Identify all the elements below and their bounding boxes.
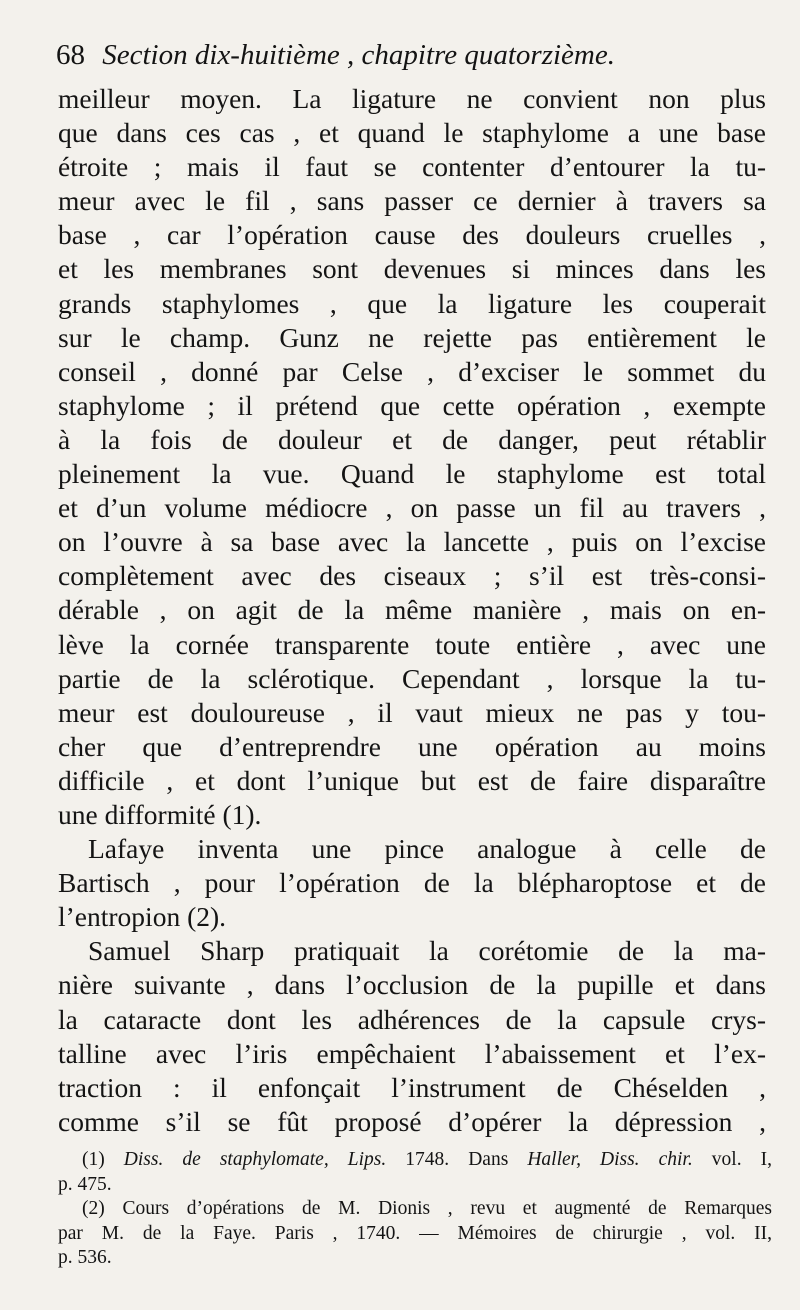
text-line: complètement avec des ciseaux ; s’il est très-consi- xyxy=(58,560,766,592)
running-header xyxy=(56,36,756,74)
page-number: 68 xyxy=(56,39,85,71)
text-line: et d’un volume médiocre , on passe un fil au travers , xyxy=(58,492,766,524)
text-line: la cataracte dont les adhérences de la capsule crys- xyxy=(58,1003,766,1035)
footnote-1-year: 1748. Dans xyxy=(405,1149,509,1170)
text-line: meur avec le fil , sans passer ce dernier à travers sa xyxy=(58,185,766,217)
text-line: base , car l’opération cause des douleurs cruelles , xyxy=(58,219,766,251)
text-line: et les membranes sont devenues si minces dans les xyxy=(58,253,766,285)
text-line: lève la cornée transparente toute entière , avec une xyxy=(58,628,766,660)
text-line: cher que d’entreprendre une opération au moins xyxy=(58,730,766,762)
text-line: Samuel Sharp pratiquait la corétomie de la ma- xyxy=(88,935,766,967)
text-line: comme s’il se fût proposé d’opérer la dépression , xyxy=(58,1105,766,1137)
footnote-1-title: Diss. de staphylomate, Lips. xyxy=(123,1149,387,1170)
text-line: pleinement la vue. Quand le staphylome est total xyxy=(58,458,766,490)
footnote-1-author: Haller, Diss. chir. xyxy=(527,1149,693,1170)
body-text xyxy=(58,82,766,1139)
text-line: grands staphylomes , que la ligature les couperait xyxy=(58,287,766,319)
text-line: étroite ; mais il faut se contenter d’entourer la tu- xyxy=(58,151,766,183)
text-line: une difformité (1). xyxy=(58,798,262,830)
text-line: dérable , on agit de la même manière , mais on en- xyxy=(58,594,766,626)
text-line: meur est douloureuse , il vaut mieux ne pas y tou- xyxy=(58,696,766,728)
text-line: staphylome ; il prétend que cette opération , exempte xyxy=(58,389,766,421)
footnote-2-line-3: p. 536. xyxy=(58,1247,112,1268)
footnote-2: (2) Cours d’opérations de M. Dionis , revu et augmenté de Remarques xyxy=(82,1198,772,1219)
text-line: l’entropion (2). xyxy=(58,901,227,933)
footnotes xyxy=(58,1148,772,1271)
text-line: sur le champ. Gunz ne rejette pas entièrement le xyxy=(58,321,766,353)
text-line: à la fois de douleur et de danger, peut rétablir xyxy=(58,423,766,455)
text-line: Lafaye inventa une pince analogue à celle de xyxy=(88,833,766,865)
text-line: difficile , et dont l’unique but est de faire disparaître xyxy=(58,764,766,796)
text-line: Bartisch , pour l’opération de la blépharoptose et de xyxy=(58,867,766,899)
footnote-1-marker: (1) xyxy=(82,1149,105,1170)
text-line: nière suivante , dans l’occlusion de la pupille et dans xyxy=(58,969,766,1001)
footnote-2-line-2: par M. de la Faye. Paris , 1740. — Mémoires de chirurgie , vol. II, xyxy=(58,1222,772,1244)
text-line: meilleur moyen. La ligature ne convient non plus xyxy=(58,83,766,114)
text-line: conseil , donné par Celse , d’exciser le sommet du xyxy=(58,355,766,387)
footnote-1-vol: vol. I, xyxy=(711,1149,772,1170)
text-line: que dans ces cas , et quand le staphylome a une base xyxy=(58,117,766,149)
text-line: partie de la sclérotique. Cependant , lorsque la tu- xyxy=(58,662,766,694)
running-title: Section dix-huitième , chapitre quatorzième. xyxy=(102,39,615,71)
text-line: traction : il enfonçait l’instrument de Chéselden , xyxy=(58,1071,766,1103)
footnote-1-pages: p. 475. xyxy=(58,1173,112,1195)
footnote-1 xyxy=(82,1148,772,1173)
text-line: talline avec l’iris empêchaient l’abaissement et l’ex- xyxy=(58,1037,766,1069)
text-line: on l’ouvre à sa base avec la lancette , puis on l’excise xyxy=(58,526,766,558)
